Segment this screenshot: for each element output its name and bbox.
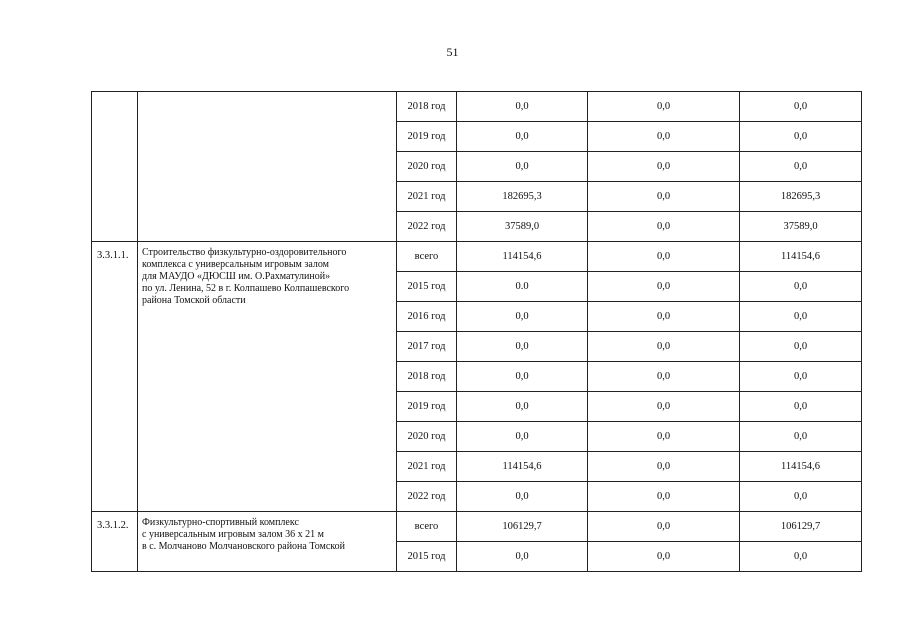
year-cell: 2019 год xyxy=(397,392,457,422)
total-value-cell: 0,0 xyxy=(457,92,588,122)
second-value-cell: 0,0 xyxy=(588,482,740,512)
third-value-cell: 0,0 xyxy=(740,302,862,332)
item-number-cell: 3.3.1.2. xyxy=(92,512,138,572)
year-cell: 2018 год xyxy=(397,92,457,122)
total-value-cell: 0,0 xyxy=(457,392,588,422)
item-name-cell xyxy=(138,242,397,512)
table-row xyxy=(92,92,862,122)
item-name-cell xyxy=(138,92,397,242)
second-value-cell: 0,0 xyxy=(588,152,740,182)
second-value-cell: 0,0 xyxy=(588,122,740,152)
second-value-cell: 0,0 xyxy=(588,542,740,572)
third-value-cell: 106129,7 xyxy=(740,512,862,542)
table-row xyxy=(92,512,862,542)
total-value-cell: 114154,6 xyxy=(457,452,588,482)
second-value-cell: 0,0 xyxy=(588,452,740,482)
second-value-cell: 0,0 xyxy=(588,212,740,242)
year-cell: всего xyxy=(397,512,457,542)
item-number-cell xyxy=(92,92,138,242)
total-value-cell: 0,0 xyxy=(457,482,588,512)
third-value-cell: 0,0 xyxy=(740,482,862,512)
second-value-cell: 0,0 xyxy=(588,242,740,272)
total-value-cell: 0,0 xyxy=(457,332,588,362)
year-cell: 2021 год xyxy=(397,452,457,482)
third-value-cell: 0,0 xyxy=(740,362,862,392)
second-value-cell: 0,0 xyxy=(588,302,740,332)
year-cell: 2016 год xyxy=(397,302,457,332)
year-cell: 2021 год xyxy=(397,182,457,212)
third-value-cell: 114154,6 xyxy=(740,242,862,272)
item-name-line: Строительство физкультурно-оздоровительного xyxy=(142,247,347,258)
second-value-cell: 0,0 xyxy=(588,362,740,392)
year-cell: 2022 год xyxy=(397,212,457,242)
year-cell: всего xyxy=(397,242,457,272)
second-value-cell: 0,0 xyxy=(588,392,740,422)
third-value-cell: 0,0 xyxy=(740,272,862,302)
year-cell: 2020 год xyxy=(397,152,457,182)
budget-table xyxy=(91,91,862,572)
year-cell: 2015 год xyxy=(397,272,457,302)
third-value-cell: 182695,3 xyxy=(740,182,862,212)
page-number: 51 xyxy=(446,45,459,59)
third-value-cell: 0,0 xyxy=(740,122,862,152)
total-value-cell: 37589,0 xyxy=(457,212,588,242)
second-value-cell: 0,0 xyxy=(588,272,740,302)
second-value-cell: 0,0 xyxy=(588,182,740,212)
year-cell: 2020 год xyxy=(397,422,457,452)
total-value-cell: 0.0 xyxy=(457,272,588,302)
total-value-cell: 114154,6 xyxy=(457,242,588,272)
year-cell: 2019 год xyxy=(397,122,457,152)
third-value-cell: 0,0 xyxy=(740,422,862,452)
item-name-line: комплекса с универсальным игровым залом xyxy=(142,259,329,270)
total-value-cell: 0,0 xyxy=(457,122,588,152)
year-cell: 2022 год xyxy=(397,482,457,512)
third-value-cell: 0,0 xyxy=(740,332,862,362)
total-value-cell: 0,0 xyxy=(457,422,588,452)
third-value-cell: 0,0 xyxy=(740,392,862,422)
second-value-cell: 0,0 xyxy=(588,332,740,362)
third-value-cell: 0,0 xyxy=(740,542,862,572)
total-value-cell: 0,0 xyxy=(457,542,588,572)
third-value-cell: 0,0 xyxy=(740,92,862,122)
year-cell: 2015 год xyxy=(397,542,457,572)
year-cell: 2017 год xyxy=(397,332,457,362)
item-name-line: с универсальным игровым залом 36 х 21 м xyxy=(142,529,324,540)
table-body xyxy=(92,92,862,572)
third-value-cell: 37589,0 xyxy=(740,212,862,242)
item-name-line: Физкультурно-спортивный комплекс xyxy=(142,517,299,528)
third-value-cell: 114154,6 xyxy=(740,452,862,482)
table-row xyxy=(92,242,862,272)
item-name-cell xyxy=(138,512,397,572)
total-value-cell: 106129,7 xyxy=(457,512,588,542)
year-cell: 2018 год xyxy=(397,362,457,392)
second-value-cell: 0,0 xyxy=(588,512,740,542)
second-value-cell: 0,0 xyxy=(588,92,740,122)
total-value-cell: 182695,3 xyxy=(457,182,588,212)
total-value-cell: 0,0 xyxy=(457,152,588,182)
total-value-cell: 0,0 xyxy=(457,362,588,392)
item-name-line: в с. Молчаново Молчановского района Томской xyxy=(142,541,345,552)
third-value-cell: 0,0 xyxy=(740,152,862,182)
item-name-line: для МАУДО «ДЮСШ им. О.Рахматулиной» xyxy=(142,271,331,282)
total-value-cell: 0,0 xyxy=(457,302,588,332)
item-name-line: района Томской области xyxy=(142,295,246,306)
item-name-line: по ул. Ленина, 52 в г. Колпашево Колпашевского xyxy=(142,283,350,294)
second-value-cell: 0,0 xyxy=(588,422,740,452)
item-number-cell: 3.3.1.1. xyxy=(92,242,138,512)
